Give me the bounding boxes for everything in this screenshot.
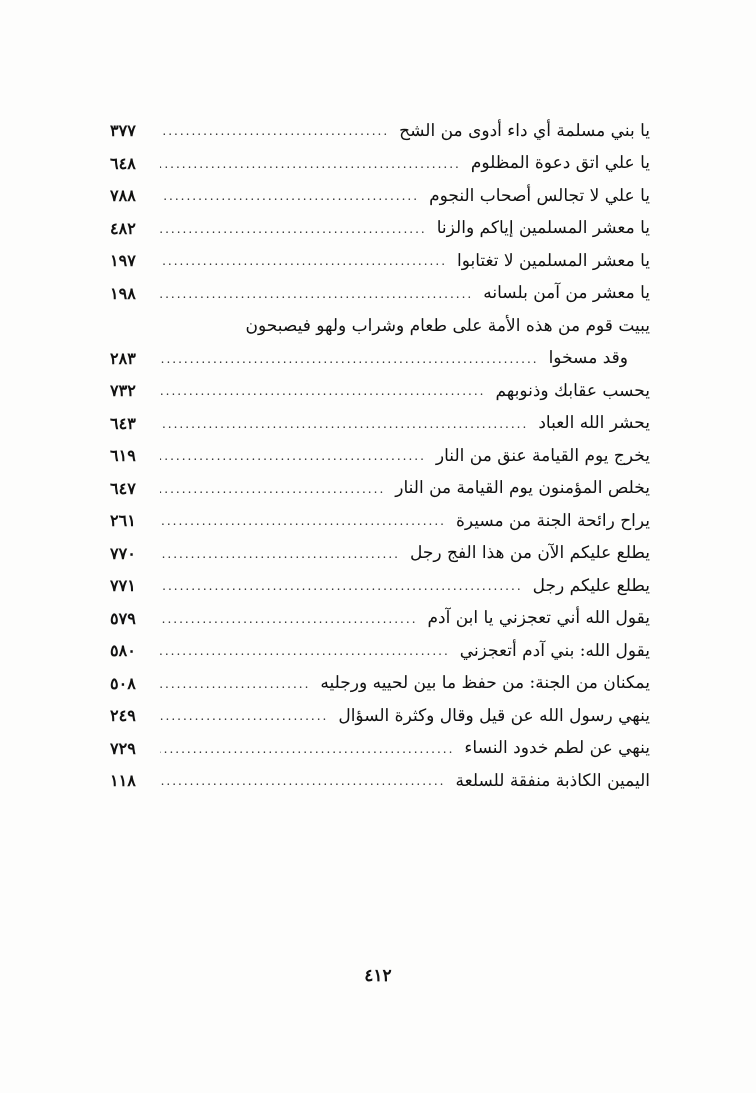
entry-title: يحسب عقابك وذنوبهم	[495, 380, 650, 401]
index-entry	[110, 213, 650, 246]
index-entry	[110, 245, 650, 278]
entry-title: يا معشر المسلمين لا تغتابوا	[457, 250, 650, 271]
index-entry-wrapped-line	[110, 310, 650, 343]
leader-dots	[160, 548, 400, 560]
index-entry	[110, 570, 650, 603]
leader-dots	[160, 450, 426, 462]
entry-title: يا معشر المسلمين إياكم والزنا	[436, 218, 650, 239]
entry-title: يمكنان من الجنة: من حفظ ما بين لحييه ورجليه	[320, 673, 650, 694]
entry-title-line1: يبيت قوم من هذه الأمة على طعام وشراب ولهو فيصبحون	[245, 315, 650, 336]
entry-page-number: ١٩٧	[110, 251, 136, 271]
index-entry	[110, 765, 650, 798]
entry-page-number: ٢٦١	[110, 511, 136, 531]
index-entry	[110, 668, 650, 701]
entry-title: يا علي لا تجالس أصحاب النجوم	[429, 185, 650, 206]
leader-dots	[160, 353, 539, 365]
index-entry	[110, 375, 650, 408]
leader-dots	[160, 613, 418, 625]
entry-title: يا بني مسلمة أي داء أدوى من الشح	[399, 120, 650, 141]
hadith-index-list	[110, 115, 650, 798]
entry-page-number: ٧٣٢	[110, 381, 136, 401]
entry-page-number: ٦٤٨	[110, 153, 136, 173]
index-entry	[110, 148, 650, 181]
index-entry	[110, 635, 650, 668]
index-entry	[110, 603, 650, 636]
entry-page-number: ٥٧٩	[110, 608, 136, 628]
leader-dots	[160, 385, 485, 397]
entry-page-number: ٢٤٩	[110, 706, 136, 726]
entry-title: ينهي رسول الله عن قيل وقال وكثرة السؤال	[338, 705, 650, 726]
entry-page-number: ٧٢٩	[110, 738, 136, 758]
entry-title: ينهي عن لطم خدود النساء	[464, 738, 650, 759]
leader-dots	[160, 645, 450, 657]
entry-page-number: ١٩٨	[110, 283, 136, 303]
index-entry	[110, 538, 650, 571]
leader-dots	[160, 158, 461, 170]
leader-dots	[160, 678, 310, 690]
leader-dots	[160, 255, 447, 267]
entry-title: يحشر الله العباد	[538, 413, 650, 434]
index-entry	[110, 115, 650, 148]
entry-page-number: ٦٤٧	[110, 478, 136, 498]
leader-dots	[160, 580, 523, 592]
entry-title-line2: وقد مسخوا	[548, 348, 628, 369]
leader-dots	[160, 515, 446, 527]
entry-page-number: ٧٨٨	[110, 186, 136, 206]
index-entry	[110, 440, 650, 473]
index-entry	[110, 473, 650, 506]
entry-title: اليمين الكاذبة منفقة للسلعة	[455, 770, 650, 791]
leader-dots	[160, 190, 419, 202]
entry-title: يقول الله: بني آدم أتعجزني	[459, 640, 650, 661]
entry-title: يا علي اتق دعوة المظلوم	[470, 153, 650, 174]
entry-page-number: ٦٤٣	[110, 413, 136, 433]
entry-page-number: ٤٨٢	[110, 218, 136, 238]
leader-dots	[160, 418, 528, 430]
leader-dots	[160, 710, 328, 722]
entry-page-number: ٦١٩	[110, 446, 136, 466]
index-entry	[110, 505, 650, 538]
entry-page-number: ٥٠٨	[110, 673, 136, 693]
index-entry	[110, 278, 650, 311]
entry-page-number: ٢٨٣	[110, 348, 136, 368]
leader-dots	[160, 775, 446, 787]
index-entry	[110, 700, 650, 733]
leader-dots	[160, 223, 427, 235]
entry-page-number: ٧٧١	[110, 576, 136, 596]
entry-title: يخرج يوم القيامة عنق من النار	[435, 445, 650, 466]
entry-page-number: ٣٧٧	[110, 121, 136, 141]
entry-page-number: ٥٨٠	[110, 641, 136, 661]
leader-dots	[160, 288, 473, 300]
leader-dots	[160, 743, 454, 755]
entry-title: يخلص المؤمنون يوم القيامة من النار	[395, 478, 650, 499]
leader-dots	[160, 483, 385, 495]
entry-title: يا معشر من آمن بلسانه	[483, 283, 650, 304]
leader-dots	[160, 125, 389, 137]
index-entry	[110, 180, 650, 213]
index-entry	[110, 408, 650, 441]
index-entry	[110, 343, 650, 376]
entry-title: يطلع عليكم الآن من هذا الفج رجل	[409, 543, 650, 564]
page-number: ٤١٢	[364, 966, 392, 986]
entry-title: يطلع عليكم رجل	[532, 575, 650, 596]
index-entry	[110, 733, 650, 766]
entry-page-number: ١١٨	[110, 771, 136, 791]
entry-title: يراح رائحة الجنة من مسيرة	[455, 510, 650, 531]
entry-page-number: ٧٧٠	[110, 543, 136, 563]
entry-title: يقول الله أني تعجزني يا ابن آدم	[427, 608, 650, 629]
